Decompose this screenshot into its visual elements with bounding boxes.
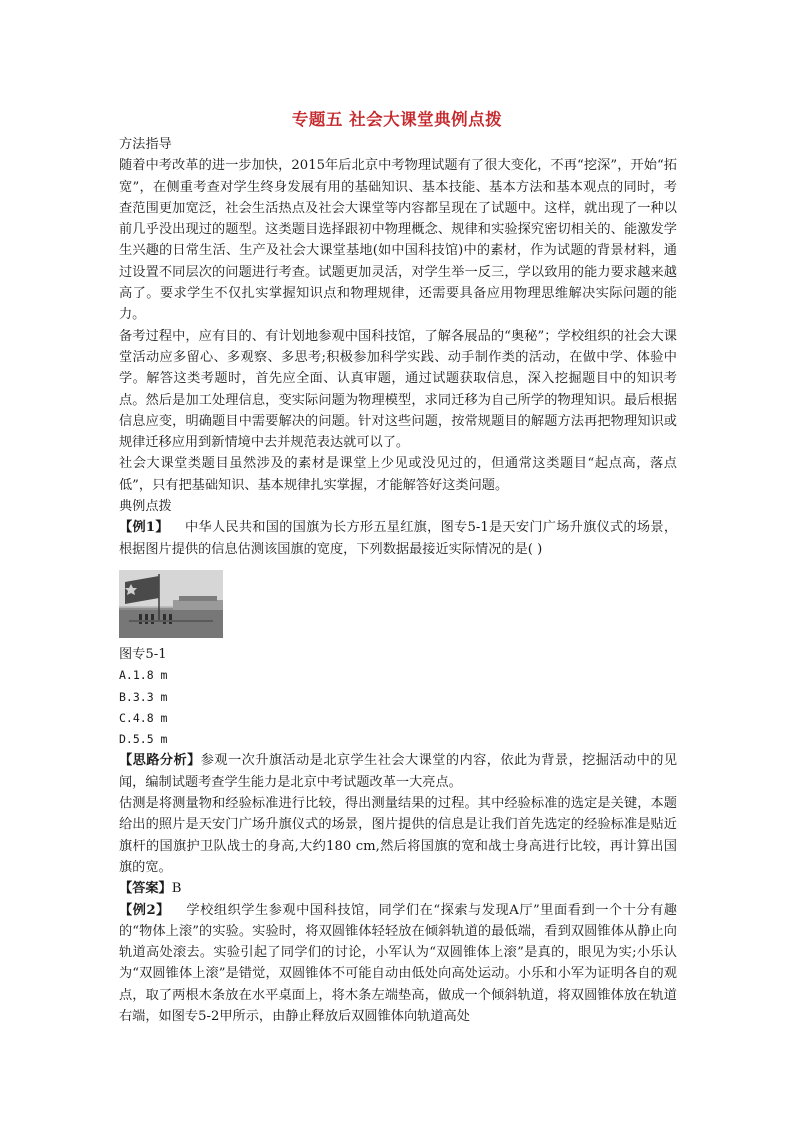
option-a: A.1.8 m — [119, 668, 168, 683]
example-2-question — [119, 900, 677, 1028]
answer-line — [119, 878, 677, 899]
option-c: C.4.8 m — [119, 710, 168, 725]
examples-heading: 典例点拨 — [119, 499, 172, 515]
example-1-label: 【例1】 — [119, 520, 169, 536]
paragraph-1: 随着中考改革的进一步加快，2015年后北京中考物理试题有了很大变化，不再“挖深”，开始“拓宽”，在侧重考查对学生终身发展有用的基础知识、基本技能、基本方法和基本观点的同时，考查范围更加宽泛，社会生活热点及社会大课堂等内容都呈现在了试题中。这样，就出现了一种以前几乎没出现过的题型。这类题目选择跟初中物理概念、规律和实验探究密切相关的、能激发学生兴趣的日常生活、生产及社会大课堂基地(如中国科技馆)中的素材，作为试题的背景材料，通过设置不同层次的问题进行考查。试题更加灵活，对学生举一反三，学以致用的能力要求越来越高了。要求学生不仅扎实掌握知识点和物理规律，还需要具备应用物理思维解决实际问题的能力。 — [119, 158, 677, 323]
analysis-text: 参观一次升旗活动是北京学生社会大课堂的内容，依此为背景，挖掘活动中的见闻，编制试题考查学生能力是北京中考试题改革一大亮点。 — [119, 753, 678, 790]
method-heading: 方法指导 — [119, 137, 172, 152]
flag-raising-illustration — [119, 570, 223, 638]
example-2-label: 【例2】 — [119, 902, 170, 918]
figure-caption: 图专5-1 — [119, 646, 167, 662]
answer-label: 【答案】 — [119, 881, 172, 897]
option-d: D.5.5 m — [119, 732, 168, 747]
analysis-paragraph-2: 估测是将测量物和经验标准进行比较，得出测量结果的过程。其中经验标准的选定是关键，本题给出的照片是天安门广场升旗仪式的场景，图片提供的信息是让我们首先选定的经验标准是贴近旗杆的国旗护卫队战士的身高,大约180 cm,然后将国旗的宽和战士身高进行比较，再计算出国旗的宽。 — [119, 796, 677, 875]
option-b: B.3.3 m — [119, 689, 168, 704]
paragraph-2: 备考过程中，应有目的、有计划地参观中国科技馆，了解各展品的“奥秘”；学校组织的社会大课堂活动应多留心、多观察、多思考;积极参加科学实践、动手制作类的活动，在做中学、体验中学。解答这类考题时，首先应全面、认真审题，通过试题获取信息，深入挖掘题目中的知识考点。然后是加工处理信息，变实际问题为物理模型，求同迁移为自己所学的物理知识。最后根据信息应变，明确题目中需要解决的问题。针对这些问题，按常规题目的解题方法再把物理知识或规律迁移应用到新情境中去并规范表达就可以了。 — [119, 328, 677, 451]
example-1-text: 中华人民共和国的国旗为长方形五星红旗，图专5-1是天安门广场升旗仪式的场景，根据图片提供的信息估测该国旗的宽度，下列数据最接近实际情况的是( ) — [119, 520, 678, 557]
analysis-paragraph — [119, 750, 677, 793]
analysis-label: 【思路分析】 — [119, 753, 201, 769]
page-title: 专题五 社会大课堂典例点拨 — [291, 110, 503, 129]
example-2-text: 学校组织学生参观中国科技馆，同学们在“探索与发现A厅”里面看到一个十分有趣的“物体上滚”的实验。实验时，将双圆锥体轻轻放在倾斜轨道的最低端，看到双圆锥体从静止向轨道高处滚去。实验引起了同学们的讨论，小军认为“双圆锥体上滚”是真的，眼见为实;小乐认为“双圆锥体上滚”是错觉，双圆锥体不可能自动由低处向高处运动。小乐和小军为证明各自的观点，取了两根木条放在水平桌面上，将木条左端垫高，做成一个倾斜轨道，将双圆锥体放在轨道右端，如图专5-2甲所示，由静止释放后双圆锥体向轨道高处 — [119, 902, 677, 1024]
document-body — [119, 134, 677, 1027]
example-1-question — [119, 517, 677, 560]
paragraph-3: 社会大课堂类题目虽然涉及的素材是课堂上少见或没见过的，但通常这类题目“起点高，落点低”，只有把基础知识、基本规律扎实掌握，才能解答好这类问题。 — [119, 456, 677, 493]
flag-raising-photo — [119, 570, 223, 638]
answer-value: B — [171, 881, 182, 897]
